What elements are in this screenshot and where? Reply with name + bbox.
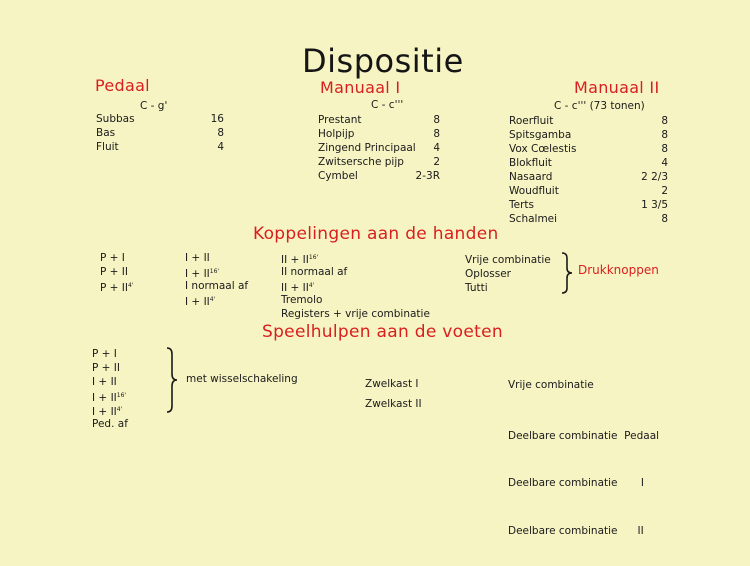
stop-row: Spitsgamba 8 xyxy=(509,129,668,141)
stop-row: Nasaard 2 2/3 xyxy=(509,171,668,183)
stop-row: Subbas 16 xyxy=(96,113,224,125)
pedaal-heading: Pedaal xyxy=(95,76,150,95)
manuaal2-range: C - c''' (73 tonen) xyxy=(554,100,645,112)
stop-row: Zingend Principaal 4 xyxy=(318,142,440,154)
list-item: Deelbare combinatie II xyxy=(508,525,644,537)
manuaal1-stops xyxy=(318,113,440,183)
stop-row: Fluit 4 xyxy=(96,141,224,153)
list-item: Ped. af xyxy=(92,418,128,430)
brace-icon xyxy=(560,252,574,294)
list-item: $I + II^{16'}$ xyxy=(92,392,127,404)
stop-row: Woudfluit 2 xyxy=(509,185,668,197)
koppelingen-col3 xyxy=(281,251,430,321)
combinaties-list xyxy=(508,350,659,566)
koppelingen-col4 xyxy=(465,253,551,295)
drukknoppen-label: Drukknoppen xyxy=(578,263,659,277)
stop-row: Zwitsersche pijp 2 xyxy=(318,156,440,168)
list-item: $P + II^{4'}$ xyxy=(100,282,134,294)
stop-row: Bas 8 xyxy=(96,127,224,139)
list-item: II + $II^{4'}$ xyxy=(281,282,315,294)
wissel-label: met wisselschakeling xyxy=(186,373,298,385)
stop-row: Holpijp 8 xyxy=(318,128,440,140)
page-title: Dispositie xyxy=(302,42,464,80)
list-item: P + I xyxy=(100,252,125,264)
speelhulpen-heading: Speelhulpen aan de voeten xyxy=(262,322,503,342)
koppelingen-col2 xyxy=(185,251,248,307)
list-item: Vrije combinatie xyxy=(508,379,594,391)
list-item: I + II xyxy=(185,252,210,264)
pedaal-stops xyxy=(96,112,224,154)
brace-icon xyxy=(165,347,179,413)
stop-row: Blokfluit 4 xyxy=(509,157,668,169)
list-item: $I + II^{16'}$ xyxy=(185,268,220,280)
stop-row: Cymbel 2-3R xyxy=(318,170,440,182)
koppelingen-heading: Koppelingen aan de handen xyxy=(253,224,499,244)
koppelingen-col1 xyxy=(100,251,133,293)
manuaal2-stops xyxy=(509,114,668,226)
list-item: Deelbare combinatie I xyxy=(508,477,644,489)
list-item: I normaal af xyxy=(185,280,249,292)
list-item: I + II xyxy=(92,376,117,388)
list-item: Tremolo xyxy=(281,294,323,306)
list-item: Registers + vrije combinatie xyxy=(281,308,430,320)
stop-row: Roerfluit 8 xyxy=(509,115,668,127)
stop-row: Prestant 8 xyxy=(318,114,440,126)
list-item: Zwelkast I xyxy=(365,378,419,390)
pedaal-range: C - g' xyxy=(140,100,168,112)
stop-row: Schalmei 8 xyxy=(509,213,668,225)
list-item: II + $II^{16'}$ xyxy=(281,254,319,266)
list-item: $I + II^{4'}$ xyxy=(185,296,216,308)
list-item: II normaal af xyxy=(281,266,348,278)
list-item: Tutti xyxy=(465,282,488,294)
list-item: P + II xyxy=(100,266,128,278)
list-item: Vrije combinatie xyxy=(465,254,551,266)
manuaal2-heading: Manuaal II xyxy=(574,78,660,97)
zwelkast-list xyxy=(365,377,422,411)
list-item: P + II xyxy=(92,362,120,374)
list-item: Oplosser xyxy=(465,268,511,280)
list-item: $I + II^{4'}$ xyxy=(92,406,123,418)
speelhulpen-col1 xyxy=(92,347,128,431)
list-item: Zwelkast II xyxy=(365,398,422,410)
stop-row: Terts 1 3/5 xyxy=(509,199,668,211)
list-item: P + I xyxy=(92,348,117,360)
manuaal1-range: C - c''' xyxy=(371,99,404,111)
stop-row: Vox Cœlestis 8 xyxy=(509,143,668,155)
manuaal1-heading: Manuaal I xyxy=(320,78,401,97)
list-item: Deelbare combinatie Pedaal xyxy=(508,430,660,442)
